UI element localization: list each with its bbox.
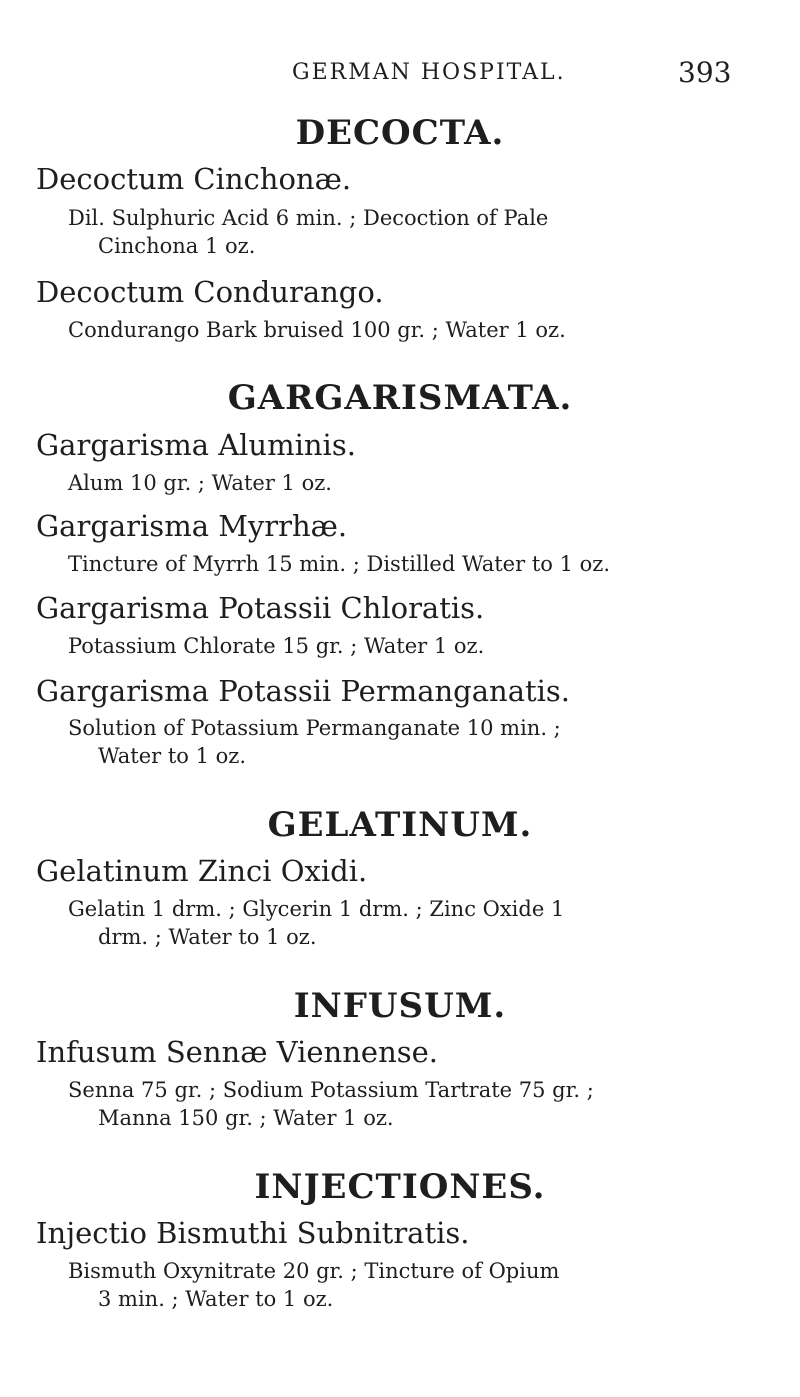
recipe-name: Gelatinum Zinci Oxidi. [36,854,368,888]
recipe-name: Decoctum Condurango. [36,275,384,309]
recipe-name: Infusum Sennæ Viennense. [36,1035,439,1069]
recipe-line: Potassium Chlorate 15 gr. ; Water 1 oz. [68,634,485,658]
recipe-line: Senna 75 gr. ; Sodium Potassium Tartrate 75 gr. ; [68,1078,594,1102]
recipe-ingredients [68,714,728,770]
recipe-ingredients [68,1257,728,1313]
recipe-line: Bismuth Oxynitrate 20 gr. ; Tincture of Opium [68,1259,560,1283]
recipe-line: Dil. Sulphuric Acid 6 min. ; Decoction of Pale [68,206,549,230]
section-title-injectiones: INJECTIONES. [254,1167,546,1207]
section-title-decocta: DECOCTA. [295,113,505,153]
section-title-infusum: INFUSUM. [293,986,507,1026]
recipe-ingredients [68,550,728,578]
section-title-gelatinum: GELATINUM. [267,805,533,845]
recipe-line: 3 min. ; Water to 1 oz. [98,1287,334,1311]
recipe-line: Water to 1 oz. [98,744,247,768]
section-title-gargarismata: GARGARISMATA. [227,378,573,418]
recipe-name: Gargarisma Potassii Permanganatis. [36,674,571,708]
recipe-line: Solution of Potassium Permanganate 10 min. ; [68,716,561,740]
recipe-name: Gargarisma Aluminis. [36,428,356,462]
recipe-line: Alum 10 gr. ; Water 1 oz. [68,471,332,495]
recipe-ingredients [68,1076,728,1132]
running-head [0,56,800,90]
recipe-name: Gargarisma Myrrhæ. [36,509,348,543]
recipe-line: Tincture of Myrrh 15 min. ; Distilled Water to 1 oz. [68,552,611,576]
recipe-name: Injectio Bismuthi Subnitratis. [36,1216,470,1250]
recipe-line: Manna 150 gr. ; Water 1 oz. [98,1106,394,1130]
recipe-ingredients [68,469,728,497]
running-head-title: GERMAN HOSPITAL. [292,60,566,85]
recipe-ingredients [68,204,728,260]
recipe-ingredients [68,316,728,344]
recipe-name: Decoctum Cinchonæ. [36,162,352,196]
recipe-line: Gelatin 1 drm. ; Glycerin 1 drm. ; Zinc Oxide 1 [68,897,565,921]
recipe-ingredients [68,895,728,951]
recipe-ingredients [68,632,728,660]
recipe-line: Condurango Bark bruised 100 gr. ; Water 1 oz. [68,318,566,342]
recipe-line: drm. ; Water to 1 oz. [98,925,317,949]
page-number: 393 [678,56,732,89]
recipe-name: Gargarisma Potassii Chloratis. [36,591,485,625]
recipe-line: Cinchona 1 oz. [98,234,256,258]
